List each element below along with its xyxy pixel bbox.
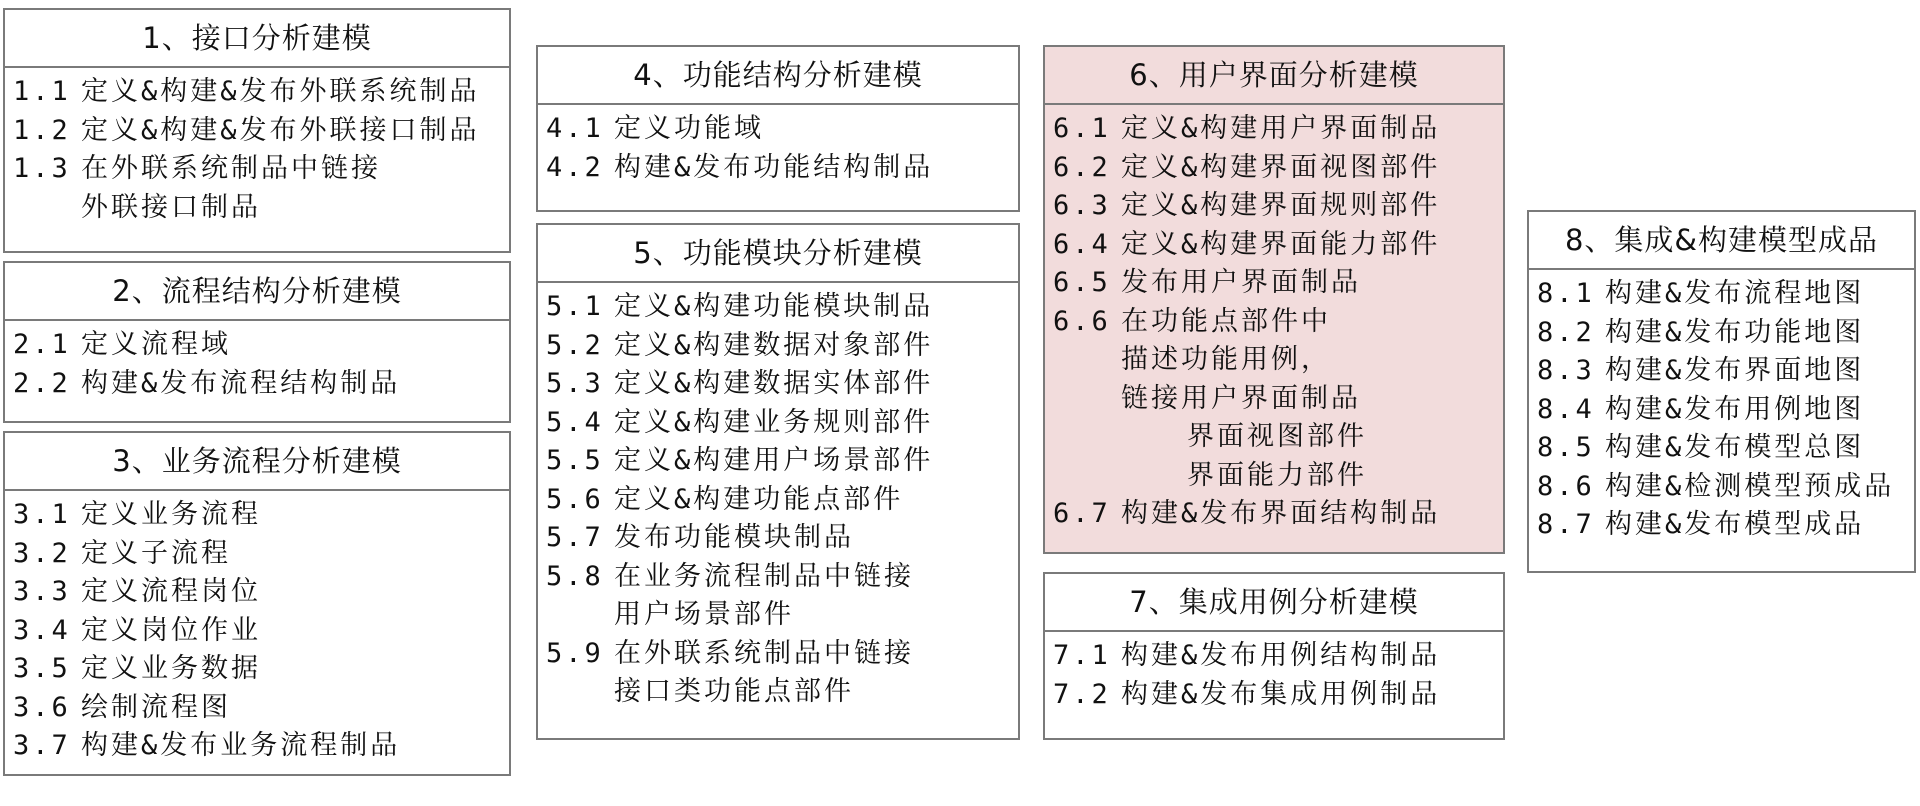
step-box-2	[3, 261, 511, 423]
list-item	[13, 535, 509, 574]
item-continuation: 链接用户界面制品	[1121, 382, 1361, 414]
item-number: 6.1	[1053, 113, 1111, 144]
list-item	[13, 112, 509, 151]
item-number: 5.9	[546, 637, 604, 669]
list-item	[13, 73, 509, 112]
list-item	[546, 404, 1018, 443]
list-item	[546, 327, 1018, 366]
item-text: 定义&构建用户场景部件	[614, 445, 934, 476]
item-text: 定义&构建界面视图部件	[1121, 151, 1441, 183]
item-number: 6.4	[1053, 228, 1111, 260]
list-item	[1053, 226, 1503, 265]
item-continuation: 用户场景部件	[614, 599, 794, 630]
item-text: 定义&构建业务规则部件	[614, 406, 934, 438]
step-box-4	[536, 45, 1020, 212]
item-number: 5.8	[546, 560, 604, 592]
item-number: 5.3	[546, 368, 604, 399]
item-text: 在功能点部件中	[1121, 305, 1331, 337]
item-number: 8.1	[1537, 278, 1595, 309]
list-item	[13, 496, 509, 535]
item-text: 构建&发布模型成品	[1605, 509, 1865, 540]
item-text: 构建&发布功能地图	[1605, 316, 1865, 348]
item-text: 定义&构建&发布外联系统制品	[81, 76, 480, 107]
step-items	[1529, 270, 1914, 545]
list-item	[546, 519, 1018, 558]
step-title: 6、用户界面分析建模	[1045, 47, 1503, 105]
list-item	[546, 110, 1018, 149]
step-box-6	[1043, 45, 1505, 554]
list-item	[1537, 314, 1914, 353]
list-item	[1053, 637, 1503, 676]
item-text: 定义&构建界面规则部件	[1121, 190, 1441, 221]
list-item	[13, 573, 509, 612]
list-item	[13, 727, 509, 766]
item-number: 1.3	[13, 153, 71, 184]
item-text: 定义岗位作业	[81, 614, 261, 646]
item-text: 在业务流程制品中链接	[614, 560, 914, 592]
step-items	[5, 321, 509, 403]
item-number: 5.7	[546, 522, 604, 553]
item-number: 3.7	[13, 730, 71, 761]
item-number: 2.1	[13, 329, 71, 360]
list-item	[1053, 110, 1503, 149]
step-box-5	[536, 223, 1020, 740]
item-number: 4.2	[546, 151, 604, 183]
list-item	[1537, 391, 1914, 430]
step-items	[1045, 632, 1503, 714]
list-item	[13, 365, 509, 404]
list-item	[1053, 149, 1503, 188]
list-item	[546, 635, 1018, 674]
list-item	[1537, 429, 1914, 468]
item-number: 5.1	[546, 291, 604, 322]
item-number: 6.3	[1053, 190, 1111, 221]
item-text: 构建&发布流程结构制品	[81, 367, 401, 399]
list-item	[1537, 352, 1914, 391]
item-number: 8.7	[1537, 509, 1595, 540]
item-text: 定义流程域	[81, 329, 231, 360]
item-text: 发布用户界面制品	[1121, 267, 1361, 298]
step-title: 2、流程结构分析建模	[5, 263, 509, 321]
item-number: 7.1	[1053, 640, 1111, 671]
item-text: 绘制流程图	[81, 691, 231, 723]
list-item	[13, 650, 509, 689]
item-text: 在外联系统制品中链接	[614, 637, 914, 669]
item-text: 定义&构建功能模块制品	[614, 291, 934, 322]
item-text: 构建&发布流程地图	[1605, 278, 1865, 309]
item-text: 定义&构建&发布外联接口制品	[81, 114, 480, 146]
item-number: 1.1	[13, 76, 71, 107]
item-continuation: 外联接口制品	[81, 191, 261, 223]
step-items	[5, 68, 509, 227]
item-number: 5.6	[546, 483, 604, 515]
item-number: 5.4	[546, 406, 604, 438]
list-item	[13, 612, 509, 651]
list-item	[546, 149, 1018, 188]
item-text: 定义&构建功能点部件	[614, 483, 904, 515]
list-item	[546, 442, 1018, 481]
item-text: 构建&发布用例结构制品	[1121, 640, 1441, 671]
item-number: 3.4	[13, 614, 71, 646]
item-text: 定义&构建界面能力部件	[1121, 228, 1441, 260]
step-items	[1045, 105, 1503, 534]
step-title: 8、集成&构建模型成品	[1529, 212, 1914, 270]
list-item	[546, 288, 1018, 327]
list-item	[1537, 275, 1914, 314]
list-item	[13, 689, 509, 728]
step-title: 1、接口分析建模	[5, 10, 509, 68]
step-box-8	[1527, 210, 1916, 573]
item-text: 定义&构建数据实体部件	[614, 368, 934, 399]
list-item	[546, 558, 1018, 597]
step-box-7	[1043, 572, 1505, 740]
item-sub-continuation: 界面视图部件	[1187, 421, 1367, 452]
step-items	[538, 105, 1018, 187]
step-items	[538, 283, 1018, 712]
step-title: 4、功能结构分析建模	[538, 47, 1018, 105]
list-item	[1053, 495, 1503, 534]
item-number: 1.2	[13, 114, 71, 146]
item-text: 定义功能域	[614, 113, 764, 144]
item-text: 定义业务流程	[81, 499, 261, 530]
list-item	[1053, 264, 1503, 303]
item-number: 2.2	[13, 367, 71, 399]
item-number: 8.4	[1537, 393, 1595, 425]
item-number: 3.2	[13, 537, 71, 569]
item-number: 8.6	[1537, 470, 1595, 502]
item-number: 6.7	[1053, 498, 1111, 529]
item-number: 4.1	[546, 113, 604, 144]
step-box-3	[3, 431, 511, 776]
list-item	[546, 365, 1018, 404]
item-text: 构建&发布界面地图	[1605, 355, 1865, 386]
item-text: 构建&发布业务流程制品	[81, 730, 401, 761]
item-text: 定义流程岗位	[81, 576, 261, 607]
item-text: 构建&发布用例地图	[1605, 393, 1865, 425]
item-number: 3.1	[13, 499, 71, 530]
item-number: 5.2	[546, 329, 604, 361]
item-continuation: 接口类功能点部件	[614, 676, 854, 707]
item-text: 发布功能模块制品	[614, 522, 854, 553]
item-number: 8.3	[1537, 355, 1595, 386]
list-item	[546, 481, 1018, 520]
item-text: 定义子流程	[81, 537, 231, 569]
item-number: 7.2	[1053, 678, 1111, 710]
item-number: 6.5	[1053, 267, 1111, 298]
item-text: 定义业务数据	[81, 653, 261, 684]
item-number: 8.5	[1537, 432, 1595, 463]
step-items	[5, 491, 509, 766]
item-number: 3.6	[13, 691, 71, 723]
list-item	[1537, 506, 1914, 545]
item-text: 构建&发布集成用例制品	[1121, 678, 1441, 710]
item-text: 定义&构建用户界面制品	[1121, 113, 1441, 144]
step-box-1	[3, 8, 511, 253]
list-item	[1053, 303, 1503, 342]
item-number: 3.3	[13, 576, 71, 607]
item-text: 构建&发布模型总图	[1605, 432, 1865, 463]
list-item	[1053, 676, 1503, 715]
item-number: 8.2	[1537, 316, 1595, 348]
item-number: 5.5	[546, 445, 604, 476]
item-number: 6.6	[1053, 305, 1111, 337]
item-text: 在外联系统制品中链接	[81, 153, 381, 184]
item-number: 3.5	[13, 653, 71, 684]
step-title: 5、功能模块分析建模	[538, 225, 1018, 283]
item-sub-continuation: 界面能力部件	[1187, 459, 1367, 491]
item-text: 构建&发布功能结构制品	[614, 151, 934, 183]
list-item	[1537, 468, 1914, 507]
item-number: 6.2	[1053, 151, 1111, 183]
step-title: 7、集成用例分析建模	[1045, 574, 1503, 632]
item-text: 定义&构建数据对象部件	[614, 329, 934, 361]
list-item	[13, 326, 509, 365]
list-item	[1053, 187, 1503, 226]
list-item	[13, 150, 509, 189]
item-continuation: 描述功能用例，	[1121, 344, 1331, 375]
step-title: 3、业务流程分析建模	[5, 433, 509, 491]
item-text: 构建&检测模型预成品	[1605, 470, 1895, 502]
item-text: 构建&发布界面结构制品	[1121, 498, 1441, 529]
